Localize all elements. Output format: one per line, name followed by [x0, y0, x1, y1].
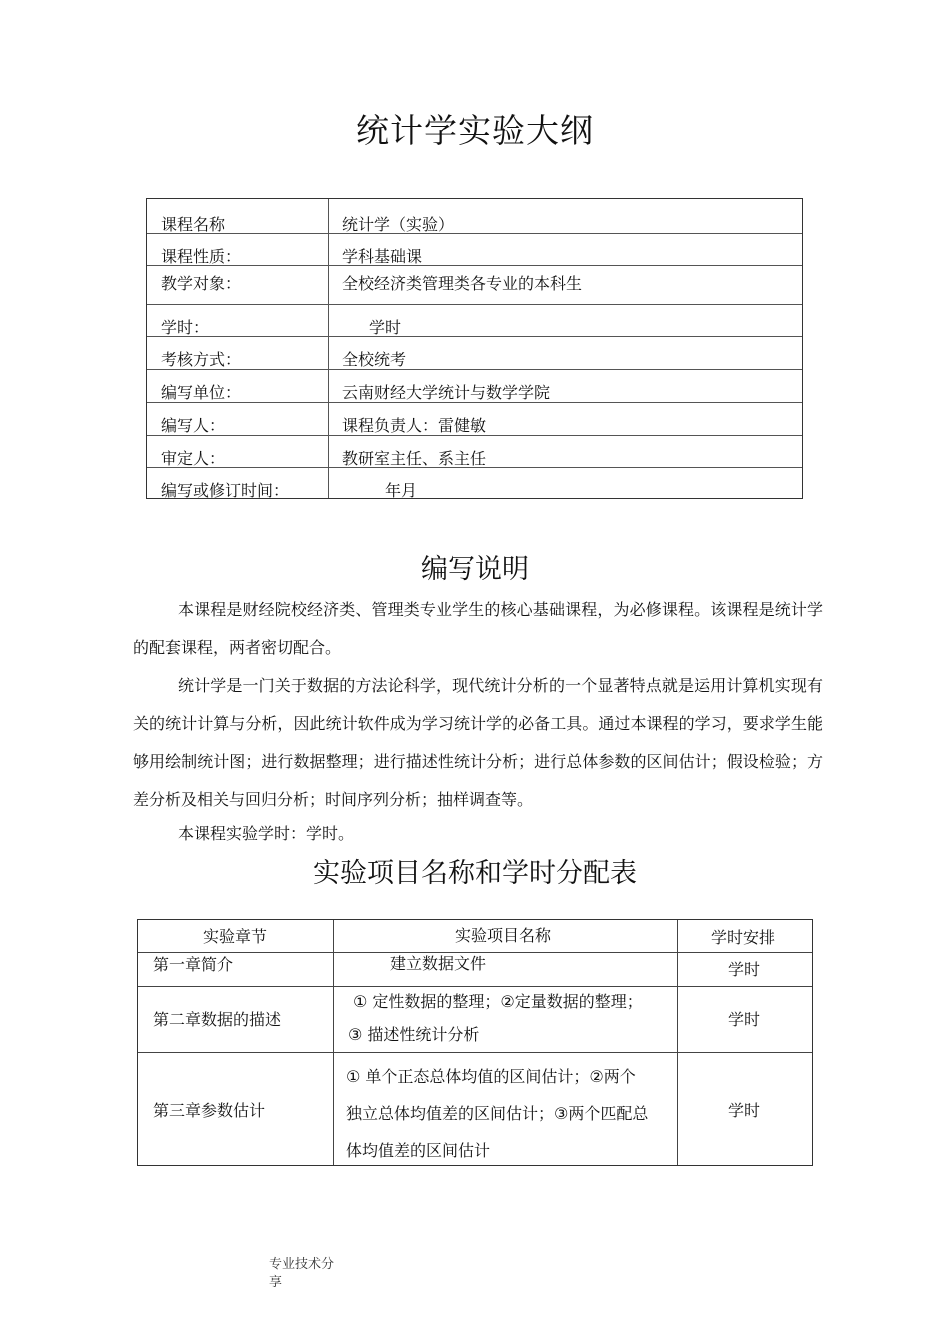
info-label: 考核方式：	[161, 350, 242, 369]
row-divider	[138, 1052, 812, 1053]
footer-note	[269, 1256, 349, 1292]
chapter-cell: 第二章数据的描述	[153, 1010, 282, 1029]
notes-paragraph: 统计学是一门关于数据的方法论科学，现代统计分析的一个显著特点就是运用计算机实现有关的统计计算与分析，因此统计软件成为学习统计学的必备工具。通过本课程的学习，要求学生能够用绘制统计图；进行数据整理；进行描述性统计分析；进行总体参数的区间估计；假设检验；方差分析及相关与回归分析；时间序列分析；抽样调查等。	[133, 676, 823, 809]
footer-line: 享	[269, 1275, 283, 1290]
info-value: 全校统考	[342, 350, 407, 369]
notes-heading: 编写说明	[421, 554, 529, 585]
info-label: 编写人：	[161, 416, 226, 435]
chapter-cell: 第一章简介	[153, 955, 234, 974]
info-value: 课程负责人：雷健敏	[342, 416, 487, 435]
info-value: 年月	[385, 481, 418, 500]
project-cell	[348, 985, 643, 1051]
info-value: 云南财经大学统计与数学学院	[342, 383, 551, 402]
info-label: 编写或修订时间：	[161, 481, 290, 500]
project-line: 独立总体均值差的区间估计；③两个匹配总	[346, 1104, 649, 1123]
allocation-table	[137, 919, 813, 1166]
info-row-reviewer	[147, 435, 802, 468]
hours-cell: 学时	[728, 960, 761, 979]
column-divider	[333, 920, 334, 1165]
document-title: 统计学实验大纲	[356, 111, 594, 150]
column-header-project: 实验项目名称	[455, 926, 552, 945]
project-cell	[346, 1058, 648, 1169]
course-info-table	[146, 198, 803, 499]
info-row-course-nature	[147, 233, 802, 266]
info-row-assessment	[147, 336, 802, 370]
info-row-author	[147, 402, 802, 436]
chapter-cell: 第三章参数估计	[153, 1101, 266, 1120]
hours-cell: 学时	[728, 1010, 761, 1029]
info-label: 审定人：	[161, 449, 226, 468]
hours-cell: 学时	[728, 1101, 761, 1120]
info-row-course-name	[147, 199, 802, 234]
project-line: ① 定性数据的整理；②定量数据的整理；	[353, 992, 643, 1011]
column-header-chapter: 实验章节	[203, 927, 268, 946]
info-value: 学科基础课	[342, 247, 423, 266]
info-row-revision-date	[147, 467, 802, 498]
info-label: 学时：	[161, 318, 210, 337]
column-header-hours: 学时安排	[711, 928, 776, 947]
footer-line: 专业技术分	[269, 1257, 335, 1272]
info-row-audience	[147, 265, 802, 305]
project-cell: 建立数据文件	[390, 954, 487, 973]
project-line: ① 单个正态总体均值的区间估计；②两个	[346, 1067, 636, 1086]
info-value: 统计学（实验）	[342, 215, 455, 234]
info-label: 编写单位：	[161, 383, 242, 402]
project-line: ③ 描述性统计分析	[348, 1025, 480, 1044]
info-label: 课程名称	[161, 215, 226, 234]
info-label: 课程性质：	[161, 247, 242, 266]
notes-paragraph: 本课程实验学时：学时。	[178, 824, 355, 843]
info-value: 教研室主任、系主任	[342, 449, 487, 468]
notes-paragraph: 本课程是财经院校经济类、管理类专业学生的核心基础课程，为必修课程。该课程是统计学的配套课程，两者密切配合。	[133, 600, 823, 657]
row-divider	[138, 952, 812, 953]
info-value: 学时	[369, 318, 402, 337]
info-label: 教学对象：	[161, 274, 242, 293]
info-value: 全校经济类管理类各专业的本科生	[342, 274, 583, 293]
column-divider	[677, 920, 678, 1165]
info-row-author-unit	[147, 369, 802, 403]
project-line: 体均值差的区间估计	[346, 1141, 491, 1160]
allocation-heading: 实验项目名称和学时分配表	[313, 858, 637, 889]
info-row-hours	[147, 304, 802, 337]
